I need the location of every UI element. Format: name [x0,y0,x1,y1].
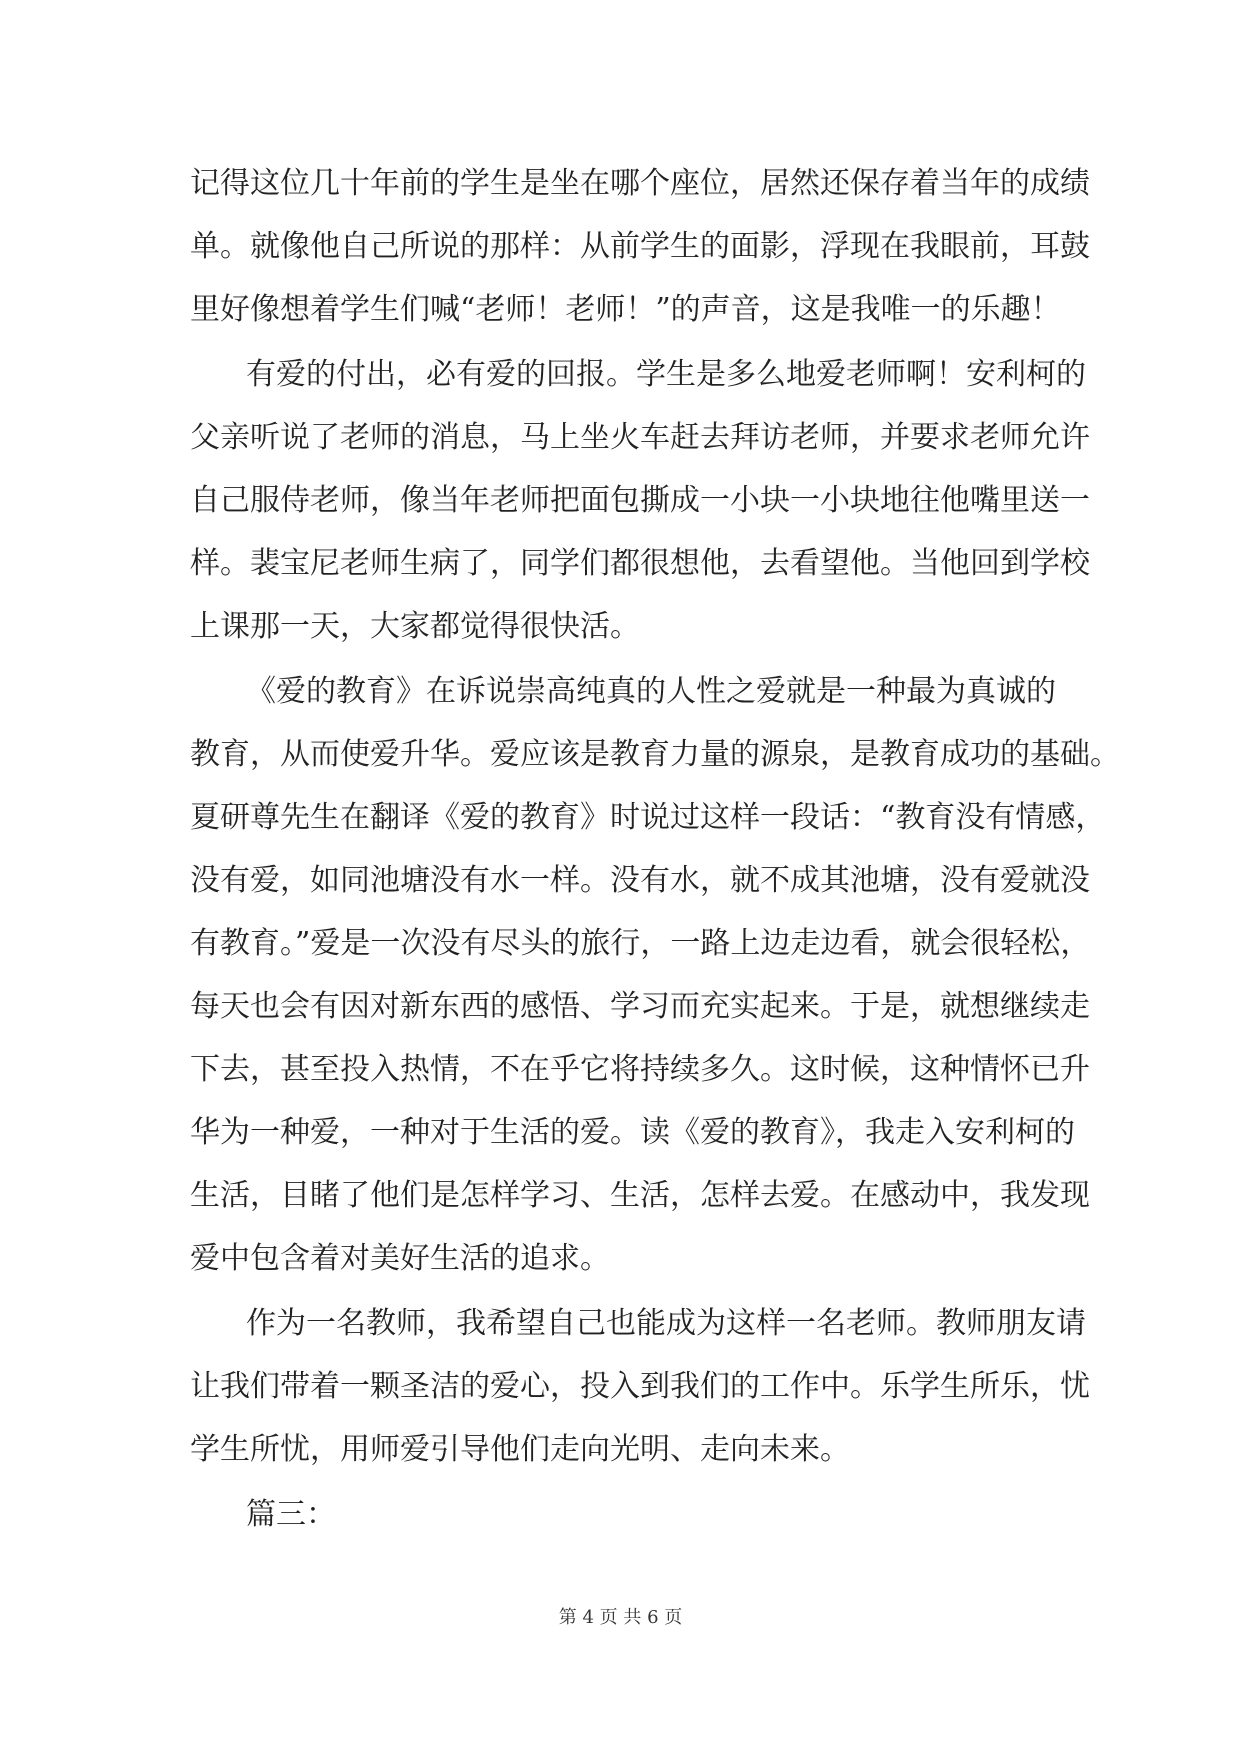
text-line: 里好像想着学生们喊“老师！老师！”的声音，这是我唯一的乐趣！ [190,292,1061,327]
document-body [190,152,1120,1546]
text-line: 样。裴宝尼老师生病了，同学们都很想他，去看望他。当他回到学校 [190,546,1090,581]
text-line: 让我们带着一颗圣洁的爱心，投入到我们的工作中。乐学生所乐，忧 [190,1369,1090,1404]
text-line: 上课那一天，大家都觉得很快活。 [190,609,640,644]
text-line: 有教育。”爱是一次没有尽头的旅行，一路上边走边看，就会很轻松， [190,926,1091,961]
paragraph-first-line: 有爱的付出，必有爱的回报。学生是多么地爱老师啊！安利柯的 [246,357,1086,392]
paragraph-first-line: 作为一名教师，我希望自己也能成为这样一名老师。教师朋友请 [246,1306,1086,1341]
text-line: 父亲听说了老师的消息，马上坐火车赶去拜访老师，并要求老师允许 [190,420,1090,455]
text-line: 华为一种爱，一种对于生活的爱。读《爱的教育》，我走入安利柯的 [190,1115,1075,1150]
text-line: 生活，目睹了他们是怎样学习、生活，怎样去爱。在感动中，我发现 [190,1178,1090,1213]
text-line: 教育，从而使爱升华。爱应该是教育力量的源泉，是教育成功的基础。 [190,737,1120,772]
text-line: 每天也会有因对新东西的感悟、学习而充实起来。于是，就想继续走 [190,989,1090,1024]
section-heading: 篇三： [246,1497,336,1532]
text-line: 单。就像他自己所说的那样：从前学生的面影，浮现在我眼前，耳鼓 [190,229,1090,264]
text-line: 自己服侍老师，像当年老师把面包撕成一小块一小块地往他嘴里送一 [190,483,1090,518]
text-line: 学生所忧，用师爱引导他们走向光明、走向未来。 [190,1432,850,1467]
text-line: 下去，甚至投入热情，不在乎它将持续多久。这时候，这种情怀已升 [190,1052,1090,1087]
paragraph-first-line: 《爱的教育》在诉说崇高纯真的人性之爱就是一种最为真诚的 [246,674,1056,709]
text-line: 记得这位几十年前的学生是坐在哪个座位，居然还保存着当年的成绩 [190,166,1090,201]
text-line: 没有爱，如同池塘没有水一样。没有水，就不成其池塘，没有爱就没 [190,863,1090,898]
text-line: 爱中包含着对美好生活的追求。 [190,1241,610,1276]
page-number-footer: 第 4 页 共 6 页 [558,1607,683,1628]
text-line: 夏研尊先生在翻译《爱的教育》时说过这样一段话：“教育没有情感， [190,800,1106,835]
